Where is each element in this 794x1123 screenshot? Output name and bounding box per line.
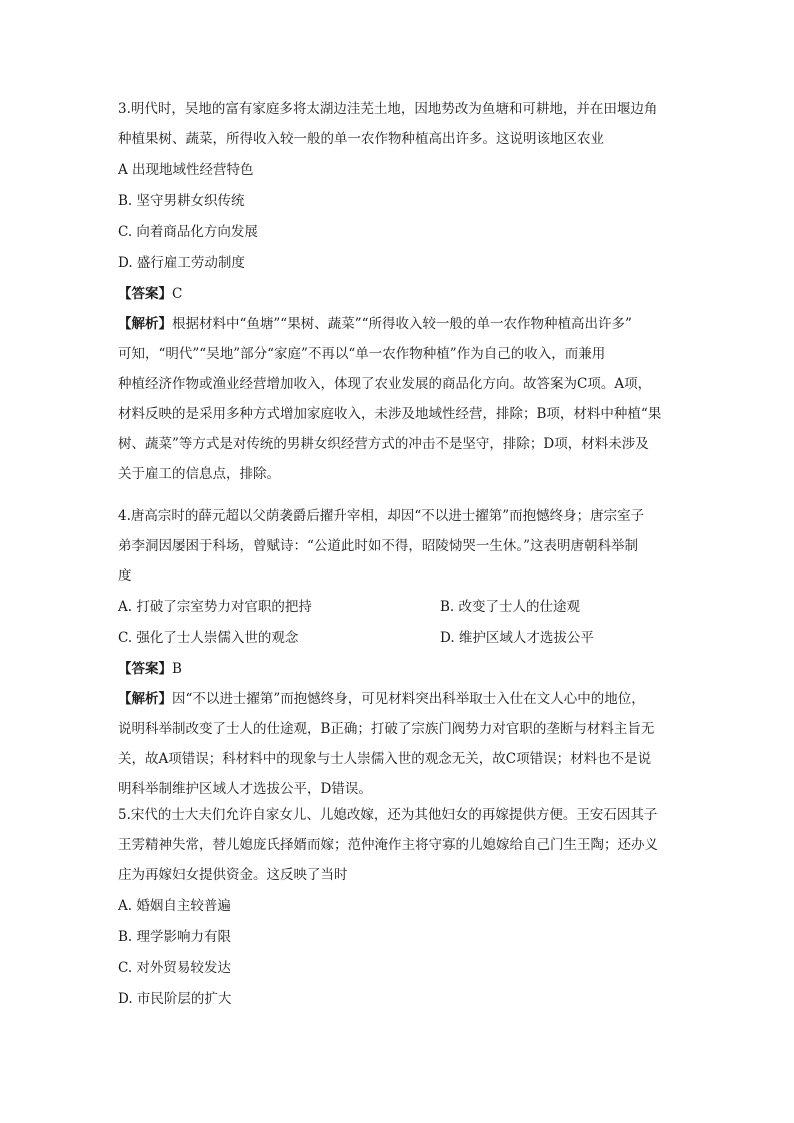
q4-option-d: D. 维护区域人才选拔公平 bbox=[440, 630, 594, 646]
q3-answer bbox=[118, 287, 661, 302]
q5-option-c: C. 对外贸易较发达 bbox=[118, 960, 231, 976]
q5-option-b: B. 理学影响力有限 bbox=[118, 929, 232, 945]
q5-option-d: D. 市民阶层的扩大 bbox=[118, 991, 232, 1007]
answer-label: 【答案】 bbox=[118, 286, 172, 302]
answer-label: 【答案】 bbox=[118, 661, 172, 677]
q3-stem-line-1: 3.明代时，吴地的富有家庭多将太湖边洼芜土地，因地势改为鱼塘和可耕地，并在田堰边角 bbox=[118, 101, 658, 117]
answer-value: B bbox=[172, 661, 182, 677]
q5-option-a: A. 婚姻自主较普遍 bbox=[118, 898, 231, 914]
q4-stem-line-1: 4.唐高宗时的薛元超以父荫袭爵后擢升宰相，却因“不以进士擢第”而抱憾终身；唐宗室子 bbox=[118, 508, 645, 524]
q4-options-row-1 bbox=[118, 600, 654, 615]
q3-stem-line-2: 种植果树、蔬菜，所得收入较一般的单一农作物种植高出许多。这说明该地区农业 bbox=[118, 131, 604, 147]
q5-stem-line-1: 5.宋代的士大夫们允许自家女儿、儿媳改嫁，还为其他妇女的再嫁提供方便。王安石因其子 bbox=[118, 807, 658, 823]
q5-stem-line-2: 王雱精神失常，替儿媳庞氏择婿而嫁；范仲淹作主将守寡的儿媳嫁给自己门生王陶；还办义 bbox=[118, 837, 658, 853]
q4-analysis-line-2: 说明科举制改变了士人的仕途观，B正确；打破了宗族门阀势力对官职的垄断与材料主旨无 bbox=[118, 721, 655, 737]
q4-analysis-line-3: 关，故A项错误；科材料中的现象与士人崇儒入世的观念无关，故C项错误；材料也不是说 bbox=[118, 751, 652, 767]
q4-answer bbox=[118, 662, 654, 677]
q5-stem-line-3: 庄为再嫁妇女提供资金。这反映了当时 bbox=[118, 867, 348, 883]
q3-analysis-line-5: 树、蔬菜”等方式是对传统的男耕女织经营方式的冲击不是坚守，排除；D项，材料未涉及 bbox=[118, 436, 649, 452]
analysis-label: 【解析】 bbox=[118, 691, 172, 707]
analysis-label: 【解析】 bbox=[118, 316, 172, 332]
q3-analysis-line-4: 材料反映的是采用多种方式增加家庭收入，未涉及地域性经营，排除；B项，材料中种植“果 bbox=[118, 406, 662, 422]
q3-analysis-line-3: 种植经济作物或渔业经营增加收入，体现了农业发展的商品化方向。故答案为C项。A项， bbox=[118, 376, 652, 392]
q3-analysis-line-2: 可知，“明代”“吴地”部分“家庭”不再以“单一农作物种植”作为自己的收入，而兼用 bbox=[118, 346, 606, 362]
q4-options-row-2 bbox=[118, 631, 654, 646]
q3-analysis-line-1: 【解析】根据材料中“鱼塘”“果树、蔬菜”“所得收入较一般的单一农作物种植高出许多” bbox=[118, 316, 632, 332]
question-3 bbox=[118, 102, 661, 497]
answer-value: C bbox=[172, 286, 183, 302]
question-4 bbox=[118, 509, 654, 812]
q3-option-a: A 出现地域性经营特色 bbox=[118, 162, 254, 178]
q3-analysis-line-6: 关于雇工的信息点，排除。 bbox=[118, 466, 280, 482]
q3-option-d: D. 盛行雇工劳动制度 bbox=[118, 255, 245, 271]
q4-stem-line-3: 度 bbox=[118, 568, 132, 584]
q4-option-b: B. 改变了士人的仕途观 bbox=[440, 599, 581, 615]
q4-stem-line-2: 弟李洞因屡困于科场，曾赋诗：“公道此时如不得，昭陵恸哭一生休。”这表明唐朝科举制 bbox=[118, 538, 639, 554]
q3-option-b: B. 坚守男耕女织传统 bbox=[118, 193, 245, 209]
q3-option-c: C. 向着商品化方向发展 bbox=[118, 224, 258, 240]
q4-option-c: C. 强化了士人崇儒入世的观念 bbox=[118, 630, 299, 646]
q4-analysis-line-1: 【解析】因“不以进士擢第”而抱憾终身，可见材料突出科举取士入仕在文人心中的地位， bbox=[118, 691, 645, 707]
question-5 bbox=[118, 808, 658, 1023]
q4-option-a: A. 打破了宗室势力对官职的把持 bbox=[118, 599, 312, 615]
q4-analysis-line-4: 明科举制维护区域人才选拔公平，D错误。 bbox=[118, 781, 372, 797]
